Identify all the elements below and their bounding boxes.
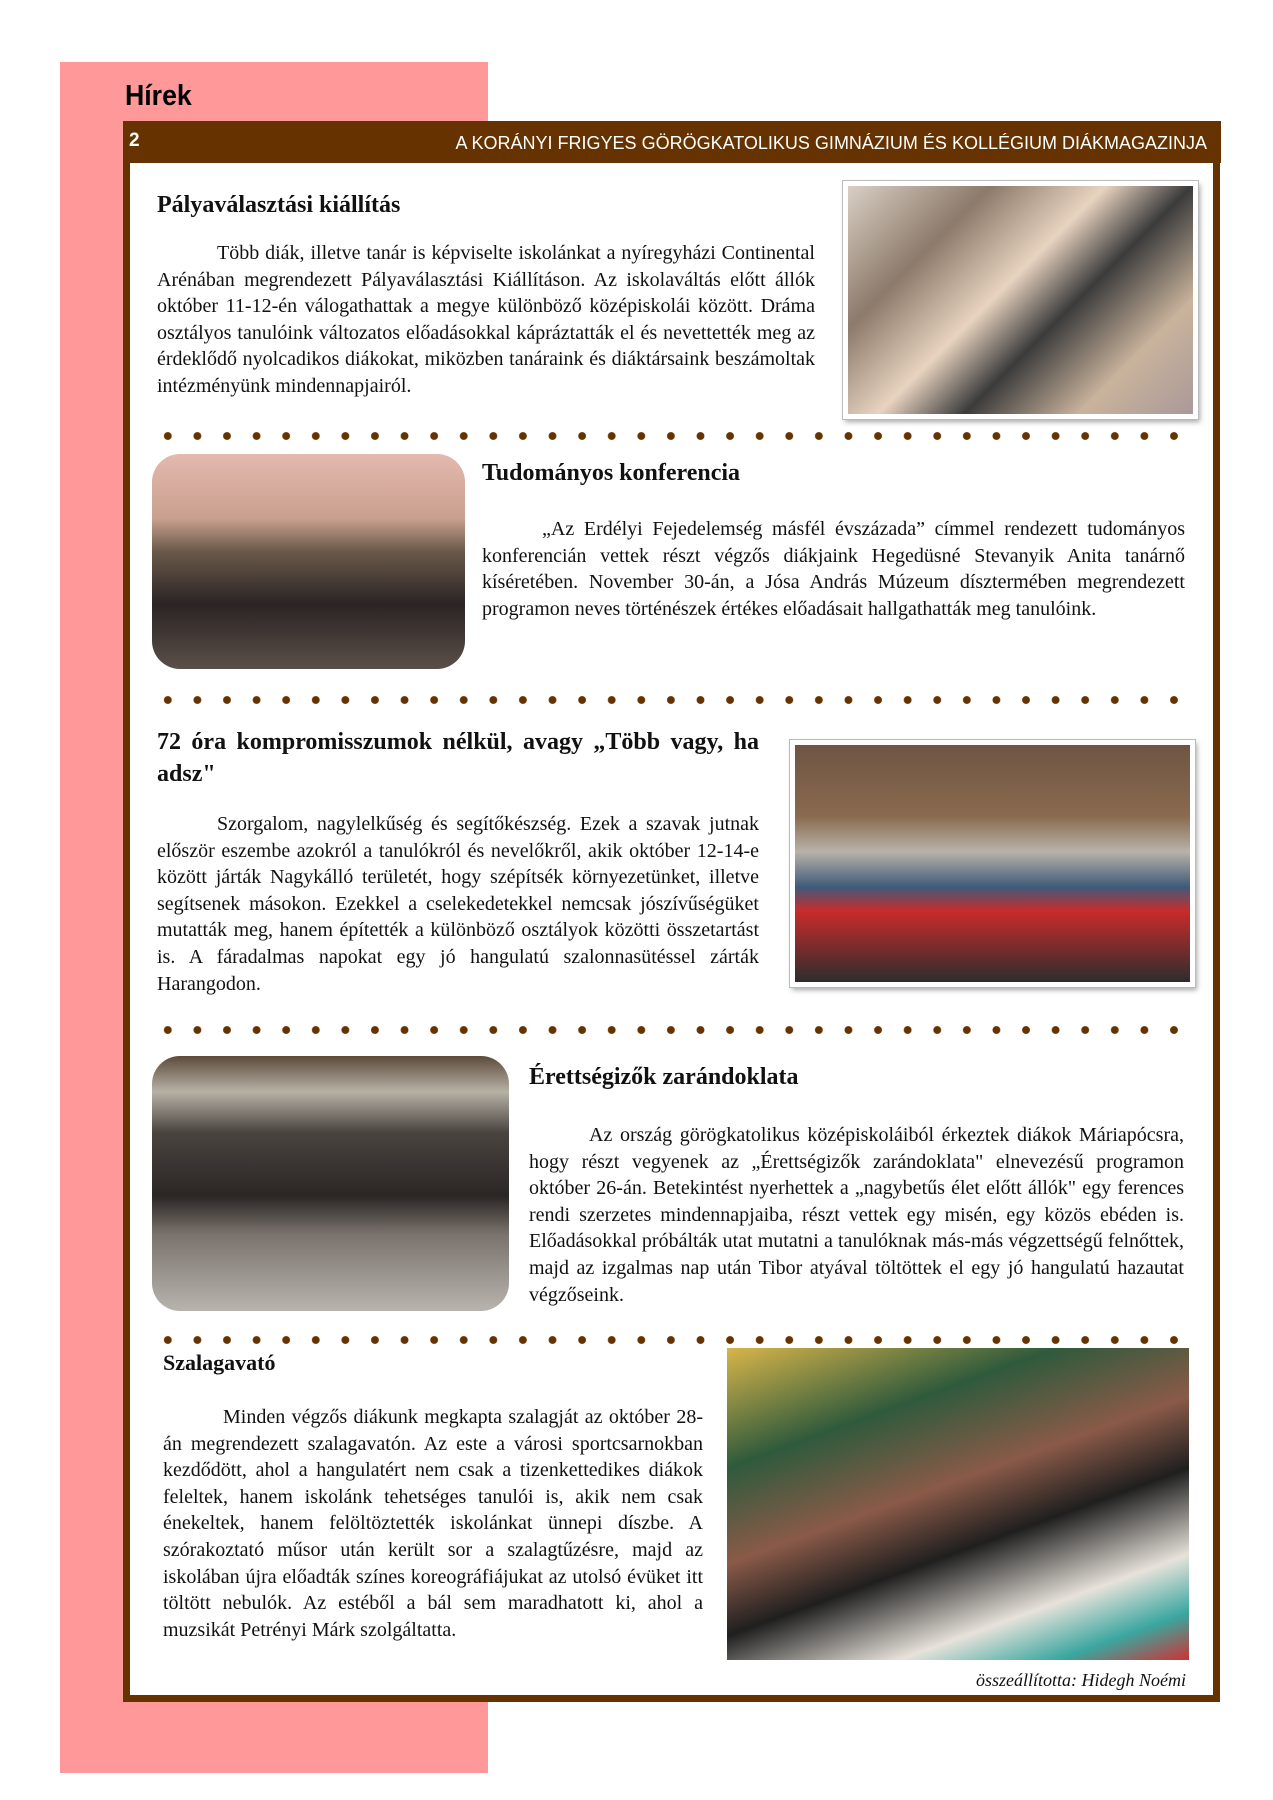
article-body: Szorgalom, nagylelkűség és segítőkészség. Ezek a szavak jutnak először eszembe azokról a tanulókról és nevelőkről, akik október 12-14-e között járták Nagykálló területét, hogy szépítsék környezetünket, illetve segítsenek másokon. Ezekkel a cselekedetekkel nemcsak jószívűségüket mutatták meg, hanem építették a különböző osztályok közötti összetartást is. A fáradalmas napokat egy jó hangulatú szalonnasütéssel zárták Harangodon.	[157, 813, 759, 995]
article-title: 72 óra kompromisszumok nélkül, avagy „Több vagy, ha adsz"	[157, 729, 759, 787]
volunteer-group-photo	[790, 740, 1195, 987]
pilgrimage-group-photo	[152, 1056, 509, 1311]
article-title: Érettségizők zarándoklata	[529, 1064, 799, 1090]
header-bar	[123, 121, 1221, 163]
conference-photo	[152, 454, 465, 669]
section-title: Hírek	[125, 80, 192, 112]
magazine-title: A KORÁNYI FRIGYES GÖRÖGKATOLIKUS GIMNÁZIUM ÉS KOLLÉGIUM DIÁKMAGAZINJA	[455, 133, 1207, 153]
article-body: „Az Erdélyi Fejedelemség másfél évszázada” címmel rendezett tudományos konferencián vettek részt végzős diákjaink Hegedüsné Stevanyik Anita tanárnő kíséretében. November 30-án, a Jósa András Múzeum dísztermében megrendezett programon neves történészek értékes előadásait hallgathatták meg tanulóink.	[482, 518, 1185, 620]
article-title: Szalagavató	[163, 1350, 276, 1375]
article-body: Több diák, illetve tanár is képviselte iskolánkat a nyíregyházi Continental Arénában megrendezett Pályaválasztási Kiállításon. Az iskolaváltás előtt állók október 11-12-én válogathattak a megye különböző középiskolái között. Dráma osztályos tanulóink változatos előadásokkal kápráztatták el és nevettették meg az érdeklődő nyolcadikos diákokat, miközben tanáraink és diáktársaink beszámoltak intézményünk mindennapjairól.	[157, 242, 815, 397]
page-number: 2	[129, 130, 140, 151]
article-body: Minden végzős diákunk megkapta szalagját az október 28-án megrendezett szalagavatón. Az este a városi sportcsarnokban kezdődött, ahol a hangulatért nem csak a tizenkettedikes diákok feleltek, hanem iskolánk tehetséges tanulói is, akik nem csak énekeltek, hanem felöltöztették iskolánkat ünnepi díszbe. A szórakoztató műsor után került sor a szalagtűzésre, majd az iskolában újra előadták színes koreográfiájukat az utolsó évüket itt töltött nebulók. Az estéből a bál sem maradhatott ki, ahol a muzsikát Petrényi Márk szolgáltatta.	[163, 1406, 703, 1641]
dotted-divider	[153, 431, 1183, 441]
dotted-divider	[153, 695, 1183, 705]
article-body: Az ország görögkatolikus középiskoláiból érkeztek diákok Máriapócsra, hogy részt vegyenek az „Érettségizők zarándoklata" elnevezésű programon október 26-án. Betekintést nyerhettek a „nagybetűs élet előtt állók" egy ferences rendi szerzetes mindennapjaiba, részt vettek egy misén, egy közös ebéden is. Előadásokkal próbálták utat mutatni a tanulóknak más-más végzettségű felnőttek, majd az izgalmas nap után Tibor atyával töltöttek el egy jó hangulatú hazautat végzőseink.	[529, 1124, 1184, 1306]
ribbon-ceremony-photo	[727, 1348, 1189, 1660]
dotted-divider	[153, 1025, 1183, 1035]
author-credit: összeállította: Hidegh Noémi	[976, 1670, 1186, 1690]
article-title: Tudományos konferencia	[482, 460, 741, 486]
article-title: Pályaválasztási kiállítás	[157, 192, 401, 218]
dotted-divider	[153, 1335, 1183, 1345]
career-fair-photo	[843, 181, 1198, 419]
